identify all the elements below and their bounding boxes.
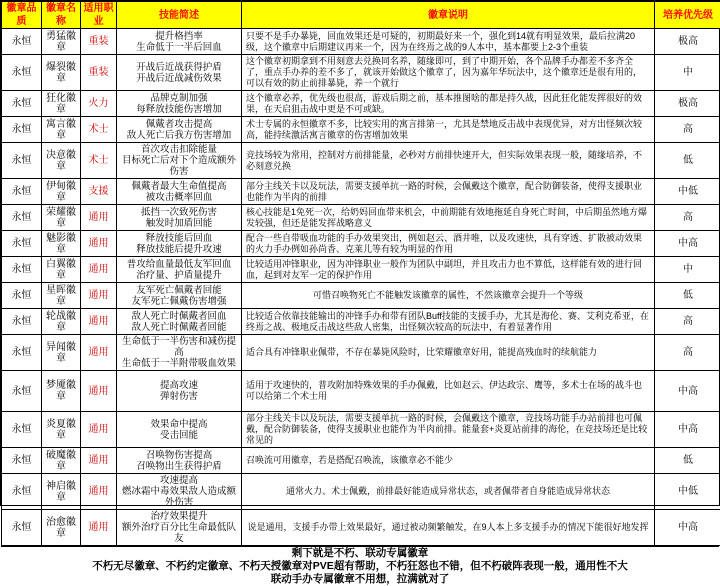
priority-cell: 高 (655, 117, 720, 143)
name-cell: 勇猛徽章 (42, 29, 81, 55)
priority-cell: 低 (655, 283, 720, 309)
quality-cell: 永恒 (2, 117, 42, 143)
quality-cell: 永恒 (2, 309, 42, 335)
priority-cell: 极高 (655, 91, 720, 117)
skill-cell (117, 474, 242, 510)
priority-cell: 高 (655, 335, 720, 371)
name-cell: 治愈徽章 (42, 510, 81, 546)
quality-cell: 永恒 (2, 257, 42, 283)
class-cell: 通用 (81, 474, 117, 510)
table-row (2, 412, 720, 448)
skill-line: 敌人死亡后我方伤害增加 (119, 130, 239, 141)
quality-cell: 永恒 (2, 510, 42, 546)
desc-cell: 这个徽章初期拿到不用刻意去兑换同名养，随缘即可，到了中期开始，各个品牌手办都差不多齐全了，重点手办养的差不多了，就该开始做这个徽章了，因为嘉年华玩法中，这个徽章还是很有用的，可以有效的防止前排暴毙，养一个就行 (242, 55, 655, 91)
priority-cell: 高 (655, 309, 720, 335)
table-row (2, 309, 720, 335)
skill-cell (117, 205, 242, 231)
table-row (2, 29, 720, 55)
table-row (2, 283, 720, 309)
skill-line: 释放技能后回血 (119, 233, 239, 244)
priority-cell: 低 (655, 143, 720, 179)
quality-cell: 永恒 (2, 231, 42, 257)
table-row (2, 335, 720, 371)
footer-line: 联动手办专属徽章不用想，拉满就对了 (271, 573, 450, 586)
skill-cell (117, 309, 242, 335)
name-cell: 神启徽章 (42, 474, 81, 510)
desc-cell: 竞技场较为常用，控制对方前排能量，必秒对方前排快速开大，但实际效果表现一般，随缘培养，不必刻意兑换 (242, 143, 655, 179)
priority-cell: 中低 (655, 179, 720, 205)
footer-line: 不朽无尽徽章、不朽约定徽章、不朽天授徽章对PVE超有帮助，不朽狂怒也不错，但不朽破阵表现一般，通用性不大 (92, 560, 628, 573)
skill-cell (117, 335, 242, 371)
priority-cell: 中高 (655, 412, 720, 448)
priority-cell: 高 (655, 205, 720, 231)
desc-cell: 只要不是手办暴毙，回血效果还是可疑的，初期最好来一个，强化到14就有明显效果，最后拉满20级，这个徽章中后期建议再来一个，因为在终焉之战的9人本中，基本都要上2-3个重装 (242, 29, 655, 55)
name-cell: 狂化徽章 (42, 91, 81, 117)
quality-cell: 永恒 (2, 29, 42, 55)
skill-line: 目标死亡后对下个造成额外伤害 (119, 155, 239, 177)
skill-line: 释放技能后提升攻速 (119, 244, 239, 255)
table-row (2, 205, 720, 231)
skill-line: 每释放技能伤害增加 (119, 104, 239, 115)
priority-cell: 极高 (655, 29, 720, 55)
class-cell: 通用 (81, 257, 117, 283)
priority-cell: 中高 (655, 371, 720, 412)
quality-cell: 永恒 (2, 205, 42, 231)
class-cell: 通用 (81, 371, 117, 412)
quality-cell: 永恒 (2, 371, 42, 412)
name-cell: 荣耀徽章 (42, 205, 81, 231)
desc-cell: 比较适合依靠技能输出的冲锋手办和带有团队Buff技能的支援手办，尤其是海伦、赛、艾利克希亚，在终焉之战、极地反击战这些敌人密集，出怪频次较高的玩法中，有着显著作用 (242, 309, 655, 335)
table-row (2, 55, 720, 91)
table-row (2, 117, 720, 143)
class-cell: 通用 (81, 283, 117, 309)
class-cell: 火力 (81, 91, 117, 117)
class-cell: 通用 (81, 231, 117, 257)
skill-line: 生命低于一半伤害和减伤提高 (119, 336, 239, 358)
skill-cell (117, 29, 242, 55)
skill-line: 被攻击概率回血 (119, 192, 239, 203)
skill-line: 提升格挡率 (119, 31, 239, 42)
footer-line: 剩下就是不朽、联动专属徽章 (292, 547, 429, 560)
class-cell: 通用 (81, 205, 117, 231)
skill-line: 弹射伤害 (119, 391, 239, 402)
name-cell: 爆裂徽章 (42, 55, 81, 91)
quality-cell: 永恒 (2, 335, 42, 371)
quality-cell: 永恒 (2, 179, 42, 205)
name-cell: 轮战徽章 (42, 309, 81, 335)
desc-cell: 说是通用，支援手办带上效果最好，通过被动频繁触发，在9人本上多支援手办的情况下能很好地发挥 (242, 510, 655, 546)
skill-line: 抵挡一次致死伤害 (119, 207, 239, 218)
class-cell: 支援 (81, 179, 117, 205)
class-cell: 重装 (81, 55, 117, 91)
quality-cell: 永恒 (2, 412, 42, 448)
table-row (2, 371, 720, 412)
skill-line: 佩戴者攻击提高 (119, 119, 239, 130)
skill-line: 效果命中提高 (119, 419, 239, 430)
quality-cell: 永恒 (2, 55, 42, 91)
skill-line: 召唤物伤害提高 (119, 450, 239, 461)
class-cell: 重装 (81, 29, 117, 55)
desc-cell: 部分主线关卡以及玩法，需要支援单抗一路的时候，会佩戴这个徽章，配合防御装备，使得支援职业也能作为半肉的前排 (242, 179, 655, 205)
desc-cell: 适用于攻速快的，普攻附加特殊效果的手办佩戴，比如赵云、伊达政宗、鹰等，多术士在场的战斗也可以给第二个术士用 (242, 371, 655, 412)
header-training-priority: 培养优先级 (655, 2, 720, 29)
class-cell: 通用 (81, 335, 117, 371)
desc-cell: 召唤流可用徽章，若是搭配召唤流，该徽章必不能少 (242, 448, 655, 474)
name-cell: 炎夏徽章 (42, 412, 81, 448)
name-cell: 破魔徽章 (42, 448, 81, 474)
table-row (2, 179, 720, 205)
skill-cell (117, 117, 242, 143)
name-cell: 魅影徽章 (42, 231, 81, 257)
class-cell: 通用 (81, 510, 117, 546)
priority-cell: 中 (655, 55, 720, 91)
class-cell: 术士 (81, 143, 117, 179)
table-row (2, 510, 720, 546)
header-badge-description: 徽章说明 (242, 2, 655, 29)
priority-cell: 中高 (655, 510, 720, 546)
skill-line: 燃冰霜中毒效果敌人造成额外伤害 (119, 486, 239, 508)
skill-cell (117, 143, 242, 179)
name-cell: 决意徽章 (42, 143, 81, 179)
skill-line: 品牌克制加强 (119, 93, 239, 104)
quality-cell: 永恒 (2, 448, 42, 474)
header-badge-name: 徽章名称 (42, 2, 81, 29)
desc-cell: 术士专属的永恒徽章不多，比较实用的寓言排第一，尤其是禁地反击战中表现优异，对方出怪频次较高，能持续激活寓言徽章的伤害增加效果 (242, 117, 655, 143)
skill-cell (117, 91, 242, 117)
skill-line: 开战后近战获得护盾 (119, 62, 239, 73)
name-cell: 白翼徽章 (42, 257, 81, 283)
skill-cell (117, 55, 242, 91)
desc-cell: 适合具有冲锋职业佩带，不存在暴毙风险时，比荣耀徽章好用，能提高残血时的续航能力 (242, 335, 655, 371)
skill-cell (117, 371, 242, 412)
skill-cell (117, 283, 242, 309)
skill-line: 普攻给血量最低友军回血 (119, 259, 239, 270)
skill-line: 敌人死亡时佩戴者回能 (119, 322, 239, 333)
skill-cell (117, 412, 242, 448)
quality-cell: 永恒 (2, 143, 42, 179)
priority-cell: 中高 (655, 231, 720, 257)
skill-line: 攻速提高 (119, 475, 239, 486)
skill-line: 友军死亡佩戴伤害增强 (119, 296, 239, 307)
table-row (2, 231, 720, 257)
quality-cell: 永恒 (2, 91, 42, 117)
desc-cell: 比较适用冲锋职业，因为冲锋职业一般作为团队中副坦，并且攻击力也不算低，这样能有效的进行回血，起到对友军一定的保护作用 (242, 257, 655, 283)
skill-line: 受击回能 (119, 430, 239, 441)
desc-cell: 这个徽章必养，优先级也很高，游戏后期之前，基本推图啥的都是持久战，因此狂化能发挥很好的效果，在天启狙击战中更是不可或缺。 (242, 91, 655, 117)
header-applicable-class: 适用职业 (81, 2, 117, 29)
table-row (2, 257, 720, 283)
name-cell: 寓言徽章 (42, 117, 81, 143)
name-cell: 伊甸徽章 (42, 179, 81, 205)
desc-cell: 核心技能是1免死一次，给奶妈回血带来机会，中前期能有效地拖延自身死亡时间，中后期虽然地方爆发较强，但还是能发挥战略意义 (242, 205, 655, 231)
priority-cell: 中 (655, 257, 720, 283)
skill-line: 治疗量、护盾量提升 (119, 270, 239, 281)
footer-note (1, 546, 719, 586)
skill-line: 友军死亡佩戴者回能 (119, 285, 239, 296)
desc-cell: 通常火力、术士佩戴，前排最好能造成异常状态，或者佩带者自身能造成异常状态 (242, 474, 655, 510)
desc-cell: 部分主线关卡以及玩法，需要支援单抗一路的时候，会佩戴这个徽章，竞技场功能手办站前排也可佩戴，配合防御装备，使得支援职业也能作为半肉前排。能量套+炎夏站前排的海伦，在竞技场还是比较常见的 (242, 412, 655, 448)
skill-line: 触发时加盾回能 (119, 218, 239, 229)
badge-table (1, 1, 720, 546)
desc-cell: 可惜召唤物死亡不能触发该徽章的属性，不然该徽章会提升一个等级 (242, 283, 655, 309)
skill-line: 生命低于一半附带吸血效果 (119, 358, 239, 369)
name-cell: 异闻徽章 (42, 335, 81, 371)
skill-line: 提高攻速 (119, 380, 239, 391)
skill-line: 生命低于一半后回血 (119, 42, 239, 53)
class-cell: 通用 (81, 309, 117, 335)
desc-cell: 配合一些自带吸血功能的手办效果突出，例如赵云、酒井唯，以及攻速快，具有穿透、扩散被动效果的火力手办例如孙尚香、克莱儿等有较为明显的作用 (242, 231, 655, 257)
skill-line: 敌人死亡时佩戴者回血 (119, 311, 239, 322)
skill-line: 治疗效果提升 (119, 511, 239, 522)
priority-cell: 低 (655, 448, 720, 474)
skill-line: 额外治疗百分比生命最低队友 (119, 522, 239, 544)
skill-cell (117, 257, 242, 283)
skill-cell (117, 510, 242, 546)
skill-line: 开战后近战减伤效果 (119, 73, 239, 84)
skill-cell (117, 231, 242, 257)
table-row (2, 91, 720, 117)
quality-cell: 永恒 (2, 474, 42, 510)
class-cell: 通用 (81, 448, 117, 474)
priority-cell: 中低 (655, 474, 720, 510)
table-body (2, 29, 720, 546)
header-badge-quality: 徽章品质 (2, 2, 42, 29)
class-cell: 术士 (81, 117, 117, 143)
table-row (2, 474, 720, 510)
skill-line: 佩戴者最大生命值提高 (119, 181, 239, 192)
name-cell: 梦魇徽章 (42, 371, 81, 412)
skill-cell (117, 179, 242, 205)
skill-line: 召唤物出生获得护盾 (119, 461, 239, 472)
table-row (2, 143, 720, 179)
quality-cell: 永恒 (2, 283, 42, 309)
table-header-row (2, 2, 720, 29)
header-skill-summary: 技能简述 (117, 2, 242, 29)
class-cell: 通用 (81, 412, 117, 448)
name-cell: 星晖徽章 (42, 283, 81, 309)
table-row (2, 448, 720, 474)
skill-cell (117, 448, 242, 474)
skill-line: 首次攻击扣除能量 (119, 144, 239, 155)
